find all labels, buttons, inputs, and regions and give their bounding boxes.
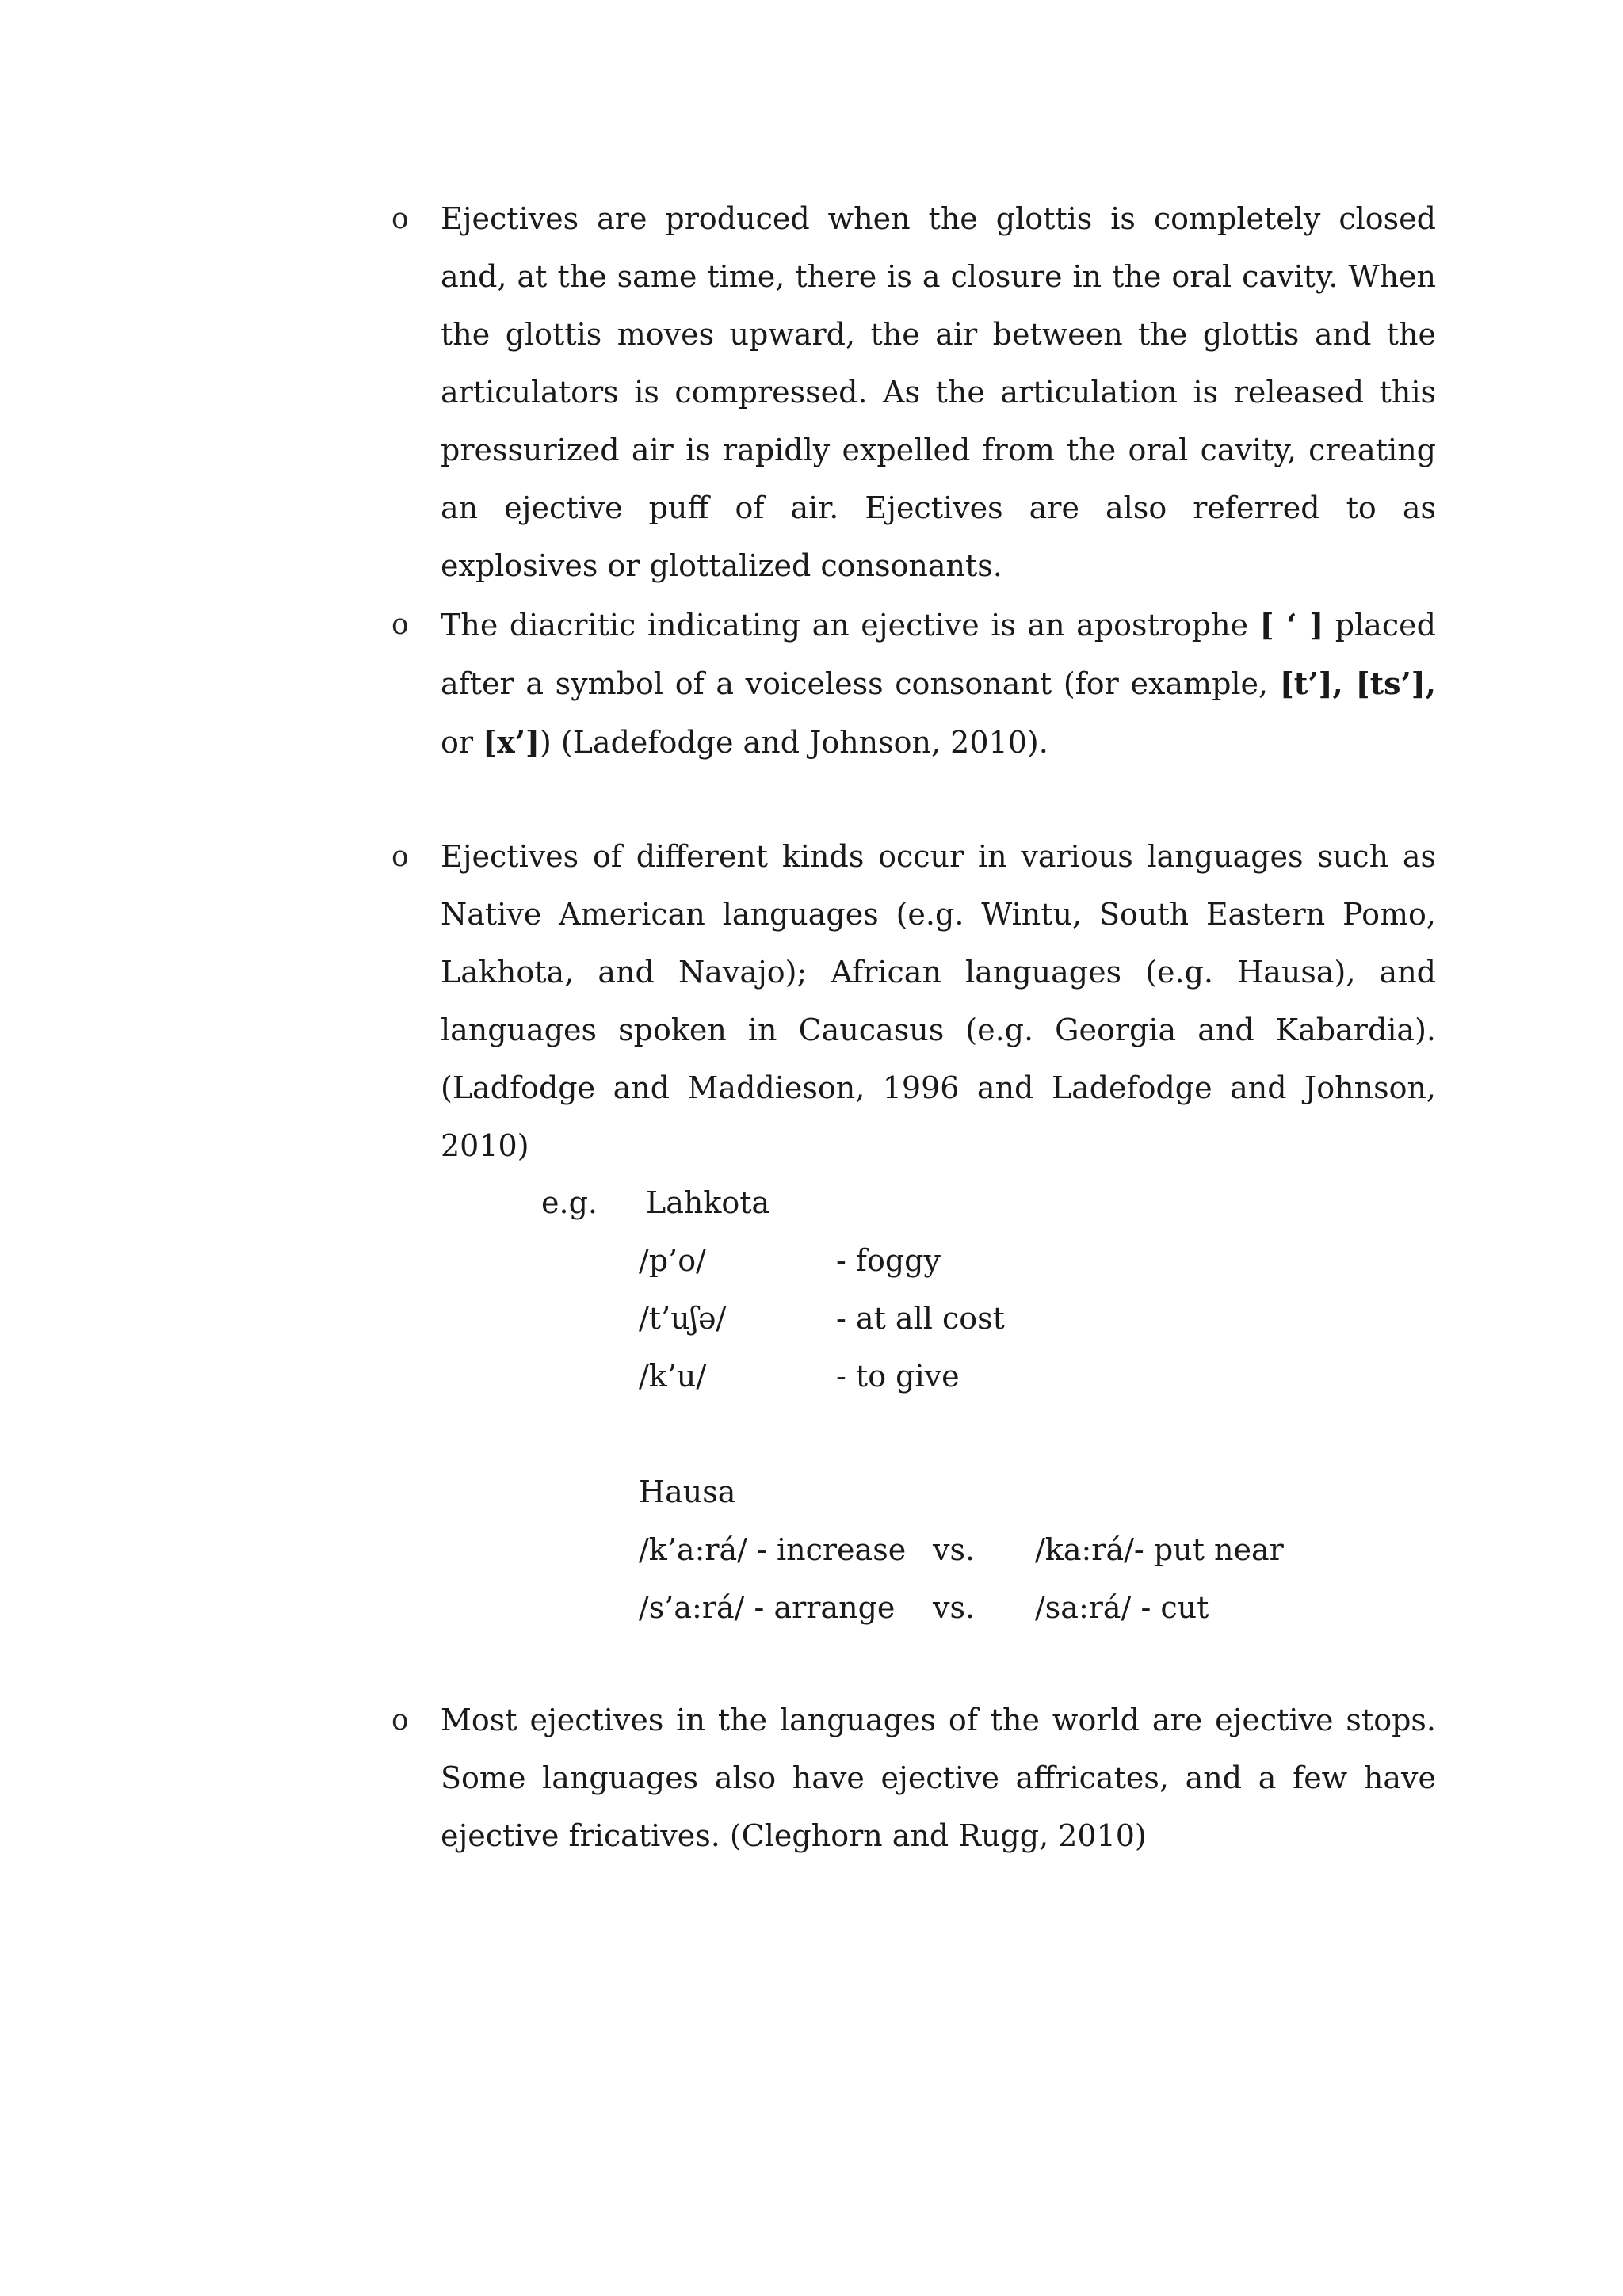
- hausa-vs: vs.: [933, 1532, 976, 1567]
- hausa-contrast: /sa:rá/ - cut: [1035, 1590, 1209, 1625]
- hausa-form: /k’a:rá/ - increase: [639, 1532, 907, 1567]
- paragraph-languages: Ejectives of different kinds occur in various languages such as Native American languages (e.g. Wintu, South Eastern Pomo, Lakhota, and Navajo); African languages (e.g. Hausa), and languages spoken in Caucasus (e.g. Georgia and Kabardia). (Ladfodge and Maddieson, 1996 and Ladefodge and Johnson, 2010): [441, 839, 1436, 1163]
- bullet-icon: o: [391, 841, 409, 873]
- hausa-contrast: /ka:rá/- put near: [1035, 1532, 1284, 1567]
- hausa-form: /s’a:rá/ - arrange: [639, 1590, 896, 1625]
- bullet-icon: o: [391, 608, 409, 641]
- lakhota-heading: Lahkota: [646, 1185, 770, 1220]
- bullet-icon: o: [391, 203, 409, 235]
- hausa-heading: Hausa: [639, 1474, 736, 1509]
- paragraph-diacritic: The diacritic indicating an ejective is an apostrophe [ ‘ ] placed after a symbol of a voiceless consonant (for example, [t’], [ts’], or [x’]) (Ladefodge and Johnson, 2010).: [441, 607, 1436, 760]
- bold-apostrophe: [ ‘ ]: [1259, 607, 1324, 643]
- lakhota-gloss: - at all cost: [836, 1301, 1005, 1336]
- hausa-vs: vs.: [933, 1590, 976, 1625]
- lakhota-gloss: - foggy: [836, 1243, 941, 1278]
- paragraph-ejective-stops: Most ejectives in the languages of the world are ejective stops. Some languages also have ejective affricates, and a few have ejective fricatives. (Cleghorn and Rugg, 2010): [441, 1703, 1436, 1853]
- lakhota-form: /k’u/: [639, 1359, 707, 1394]
- eg-label: e.g.: [541, 1185, 598, 1220]
- lakhota-gloss: - to give: [836, 1359, 960, 1394]
- bold-examples: [t’], [ts’],: [1279, 666, 1436, 701]
- bold-example-x: [x’]: [483, 724, 540, 760]
- lakhota-form: /p’o/: [639, 1243, 706, 1278]
- paragraph-ejectives-production: Ejectives are produced when the glottis is completely closed and, at the same time, there is a closure in the oral cavity. When the glottis moves upward, the air between the glottis and the articulators is compressed. As the articulation is released this pressurized air is rapidly expelled from the oral cavity, creating an ejective puff of air. Ejectives are also referred to as explosives or glottalized consonants.: [441, 201, 1436, 583]
- bullet-icon: o: [391, 1704, 409, 1737]
- lakhota-form: /t’uʃə/: [639, 1301, 727, 1336]
